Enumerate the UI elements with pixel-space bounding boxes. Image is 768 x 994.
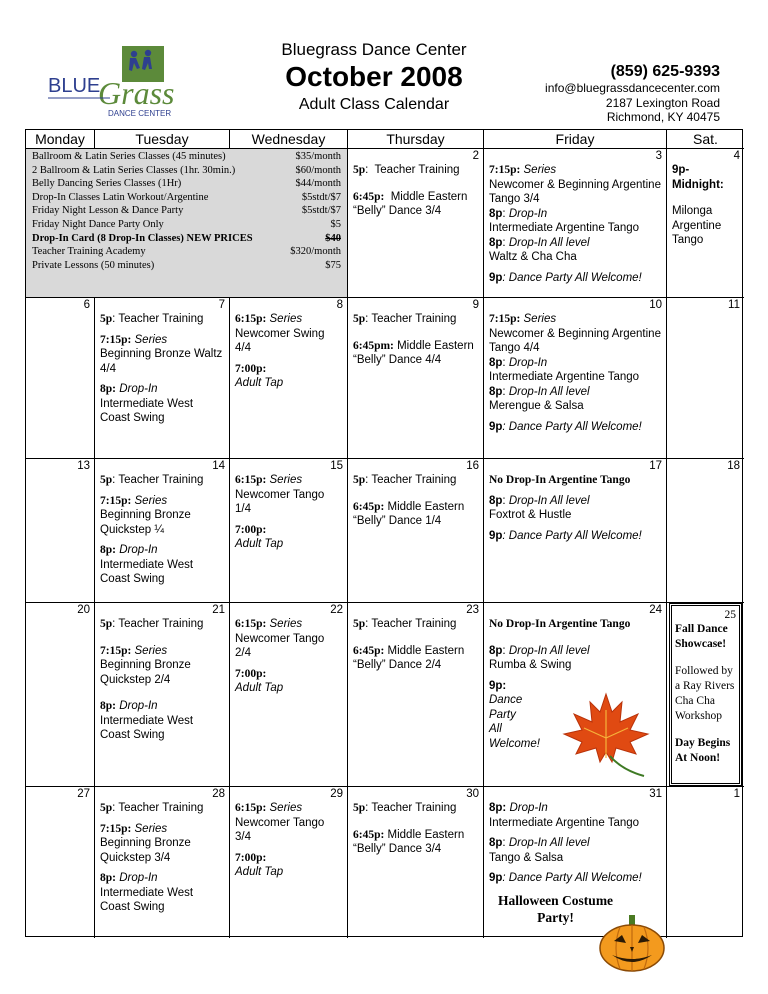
center-name: Bluegrass Dance Center	[281, 40, 467, 59]
day-cell-oct-20	[26, 603, 95, 787]
date-number: 1	[733, 788, 740, 800]
day-cell-oct-23: 23 5p: Teacher Training 6:45p: Middle Eastern “Belly” Dance 2/4	[348, 603, 484, 787]
day-header-friday: Friday	[484, 130, 667, 149]
day-header-wednesday: Wednesday	[230, 130, 348, 149]
date-number: 4	[733, 150, 740, 162]
street-address: 2187 Lexington Road	[605, 95, 720, 110]
price-row: Private Lessons (50 minutes) $75	[32, 259, 341, 271]
price-row: Ballroom & Latin Series Classes (45 minutes) $35/month	[32, 151, 341, 162]
date-number: 20	[77, 604, 90, 616]
halloween-party-note: Halloween Costume Party!	[497, 892, 614, 925]
email-address: info@bluegrassdancecenter.com	[545, 81, 720, 95]
svg-text:DANCE CENTER: DANCE CENTER	[108, 109, 172, 118]
date-number: 9	[472, 299, 479, 311]
contact-info	[545, 62, 720, 125]
date-number: 11	[728, 299, 740, 311]
city-state-zip: Richmond, KY 40475	[606, 110, 720, 124]
day-cell-oct-30: 30 5p: Teacher Training 6:45p: Middle Eastern “Belly” Dance 3/4	[348, 787, 484, 938]
date-number: 16	[466, 460, 479, 472]
day-cell-oct-27	[26, 787, 95, 938]
svg-text:Grass: Grass	[98, 75, 175, 111]
day-cell-oct-13	[26, 459, 95, 603]
date-number: 2	[472, 150, 479, 162]
date-number: 30	[466, 788, 479, 800]
date-number: 8	[336, 299, 343, 311]
bluegrass-logo	[44, 42, 194, 122]
day-cell-oct-31: 31 8p: Drop-In Intermediate Argentine Tango 8p: Drop-In All level Tango & Salsa 9p: Dance Party All Welcome! Halloween Costume Party!	[484, 787, 667, 938]
fall-showcase-box: 25 Fall Dance Showcase! Followed by a Ray Rivers Cha Cha Workshop Day Begins At Noon!	[669, 603, 742, 786]
phone-number: (859) 625-9393	[610, 63, 720, 80]
calendar-title-block	[240, 40, 508, 114]
day-cell-oct-14: 14 5p: Teacher Training 7:15p: Series Beginning Bronze Quickstep ¼ 8p: Drop-In Intermediate West Coast Swing	[95, 459, 230, 603]
svg-text:BLUE: BLUE	[48, 75, 101, 97]
price-row: Teacher Training Academy $320/month	[32, 246, 341, 258]
day-header-monday: Monday	[26, 130, 95, 149]
day-cell-oct-8: 8 6:15p: Series Newcomer Swing 4/4 7:00p: Adult Tap	[230, 298, 348, 459]
calendar-subtitle: Adult Class Calendar	[298, 96, 450, 113]
maple-leaf-icon	[560, 690, 652, 780]
date-number: 3	[655, 150, 662, 162]
day-cell-oct-21: 21 5p: Teacher Training 7:15p: Series Beginning Bronze Quickstep 2/4 8p: Drop-In Intermediate West Coast Swing	[95, 603, 230, 787]
price-row: Drop-In Card (8 Drop-In Classes) NEW PRICES $40	[32, 232, 341, 244]
day-cell-oct-18	[667, 459, 744, 603]
date-number: 15	[330, 460, 343, 472]
date-number: 6	[83, 299, 90, 311]
date-number: 14	[212, 460, 225, 472]
date-number: 27	[77, 788, 90, 800]
date-number: 29	[330, 788, 343, 800]
day-cell-oct-25	[667, 603, 744, 787]
price-row: Friday Night Dance Party Only $5	[32, 218, 341, 230]
date-number: 23	[466, 604, 479, 616]
day-header-thursday: Thursday	[348, 130, 484, 149]
date-number: 24	[649, 604, 662, 616]
day-header-saturday: Sat.	[667, 130, 744, 149]
date-number: 18	[727, 460, 740, 472]
day-header-tuesday: Tuesday	[95, 130, 230, 149]
day-cell-oct-11	[667, 298, 744, 459]
date-number: 25	[724, 609, 736, 621]
day-cell-oct-3: 3 7:15p: Series Newcomer & Beginning Argentine Tango 3/4 8p: Drop-In Intermediate Argentine Tango 8p: Drop-In All level Waltz & Cha Cha 9p: Dance Party All Welcome!	[484, 149, 667, 298]
price-row: Belly Dancing Series Classes (1Hr) $44/month	[32, 178, 341, 190]
date-number: 22	[330, 604, 343, 616]
price-row: Drop-In Classes Latin Workout/Argentine $5stdt/$7	[32, 191, 341, 203]
day-cell-oct-22: 22 6:15p: Series Newcomer Tango 2/4 7:00p: Adult Tap	[230, 603, 348, 787]
month-title: October 2008	[285, 61, 463, 92]
date-number: 17	[649, 460, 662, 472]
day-cell-oct-29: 29 6:15p: Series Newcomer Tango 3/4 7:00p: Adult Tap	[230, 787, 348, 938]
day-cell-oct-24: 24 No Drop-In Argentine Tango 8p: Drop-In All level Rumba & Swing 9p: Dance Party All Welcome!	[484, 603, 667, 787]
day-cell-oct-2: 2 5p: Teacher Training 6:45p: Middle Eastern “Belly” Dance 3/4	[348, 149, 484, 298]
day-cell-oct-4: 4 9p-Midnight: Milonga Argentine Tango	[667, 149, 744, 298]
date-number: 10	[649, 299, 662, 311]
day-cell-oct-9: 9 5p: Teacher Training 6:45pm: Middle Eastern “Belly” Dance 4/4	[348, 298, 484, 459]
jack-o-lantern-icon	[598, 913, 666, 973]
day-cell-oct-16: 16 5p: Teacher Training 6:45p: Middle Eastern “Belly” Dance 1/4	[348, 459, 484, 603]
price-list	[26, 149, 348, 298]
day-cell-oct-7: 7 5p: Teacher Training 7:15p: Series Beginning Bronze Waltz 4/4 8p: Drop-In Intermediate West Coast Swing	[95, 298, 230, 459]
date-number: 7	[218, 299, 225, 311]
price-row: Friday Night Lesson & Dance Party $5stdt/$7	[32, 205, 341, 217]
date-number: 28	[212, 788, 225, 800]
calendar-grid	[25, 129, 743, 937]
day-cell-oct-6	[26, 298, 95, 459]
date-number: 21	[212, 604, 225, 616]
date-number: 13	[77, 460, 90, 472]
date-number: 31	[649, 788, 662, 800]
day-cell-oct-17: 17 No Drop-In Argentine Tango 8p: Drop-In All level Foxtrot & Hustle 9p: Dance Party All Welcome!	[484, 459, 667, 603]
day-cell-oct-15: 15 6:15p: Series Newcomer Tango 1/4 7:00p: Adult Tap	[230, 459, 348, 603]
price-row: 2 Ballroom & Latin Series Classes (1hr. 30min.) $60/month	[32, 164, 341, 176]
day-cell-oct-10: 10 7:15p: Series Newcomer & Beginning Argentine Tango 4/4 8p: Drop-In Intermediate Argentine Tango 8p: Drop-In All level Merengue & Salsa 9p: Dance Party All Welcome!	[484, 298, 667, 459]
day-cell-nov-1	[667, 787, 744, 938]
day-cell-oct-28: 28 5p: Teacher Training 7:15p: Series Beginning Bronze Quickstep 3/4 8p: Drop-In Intermediate West Coast Swing	[95, 787, 230, 938]
